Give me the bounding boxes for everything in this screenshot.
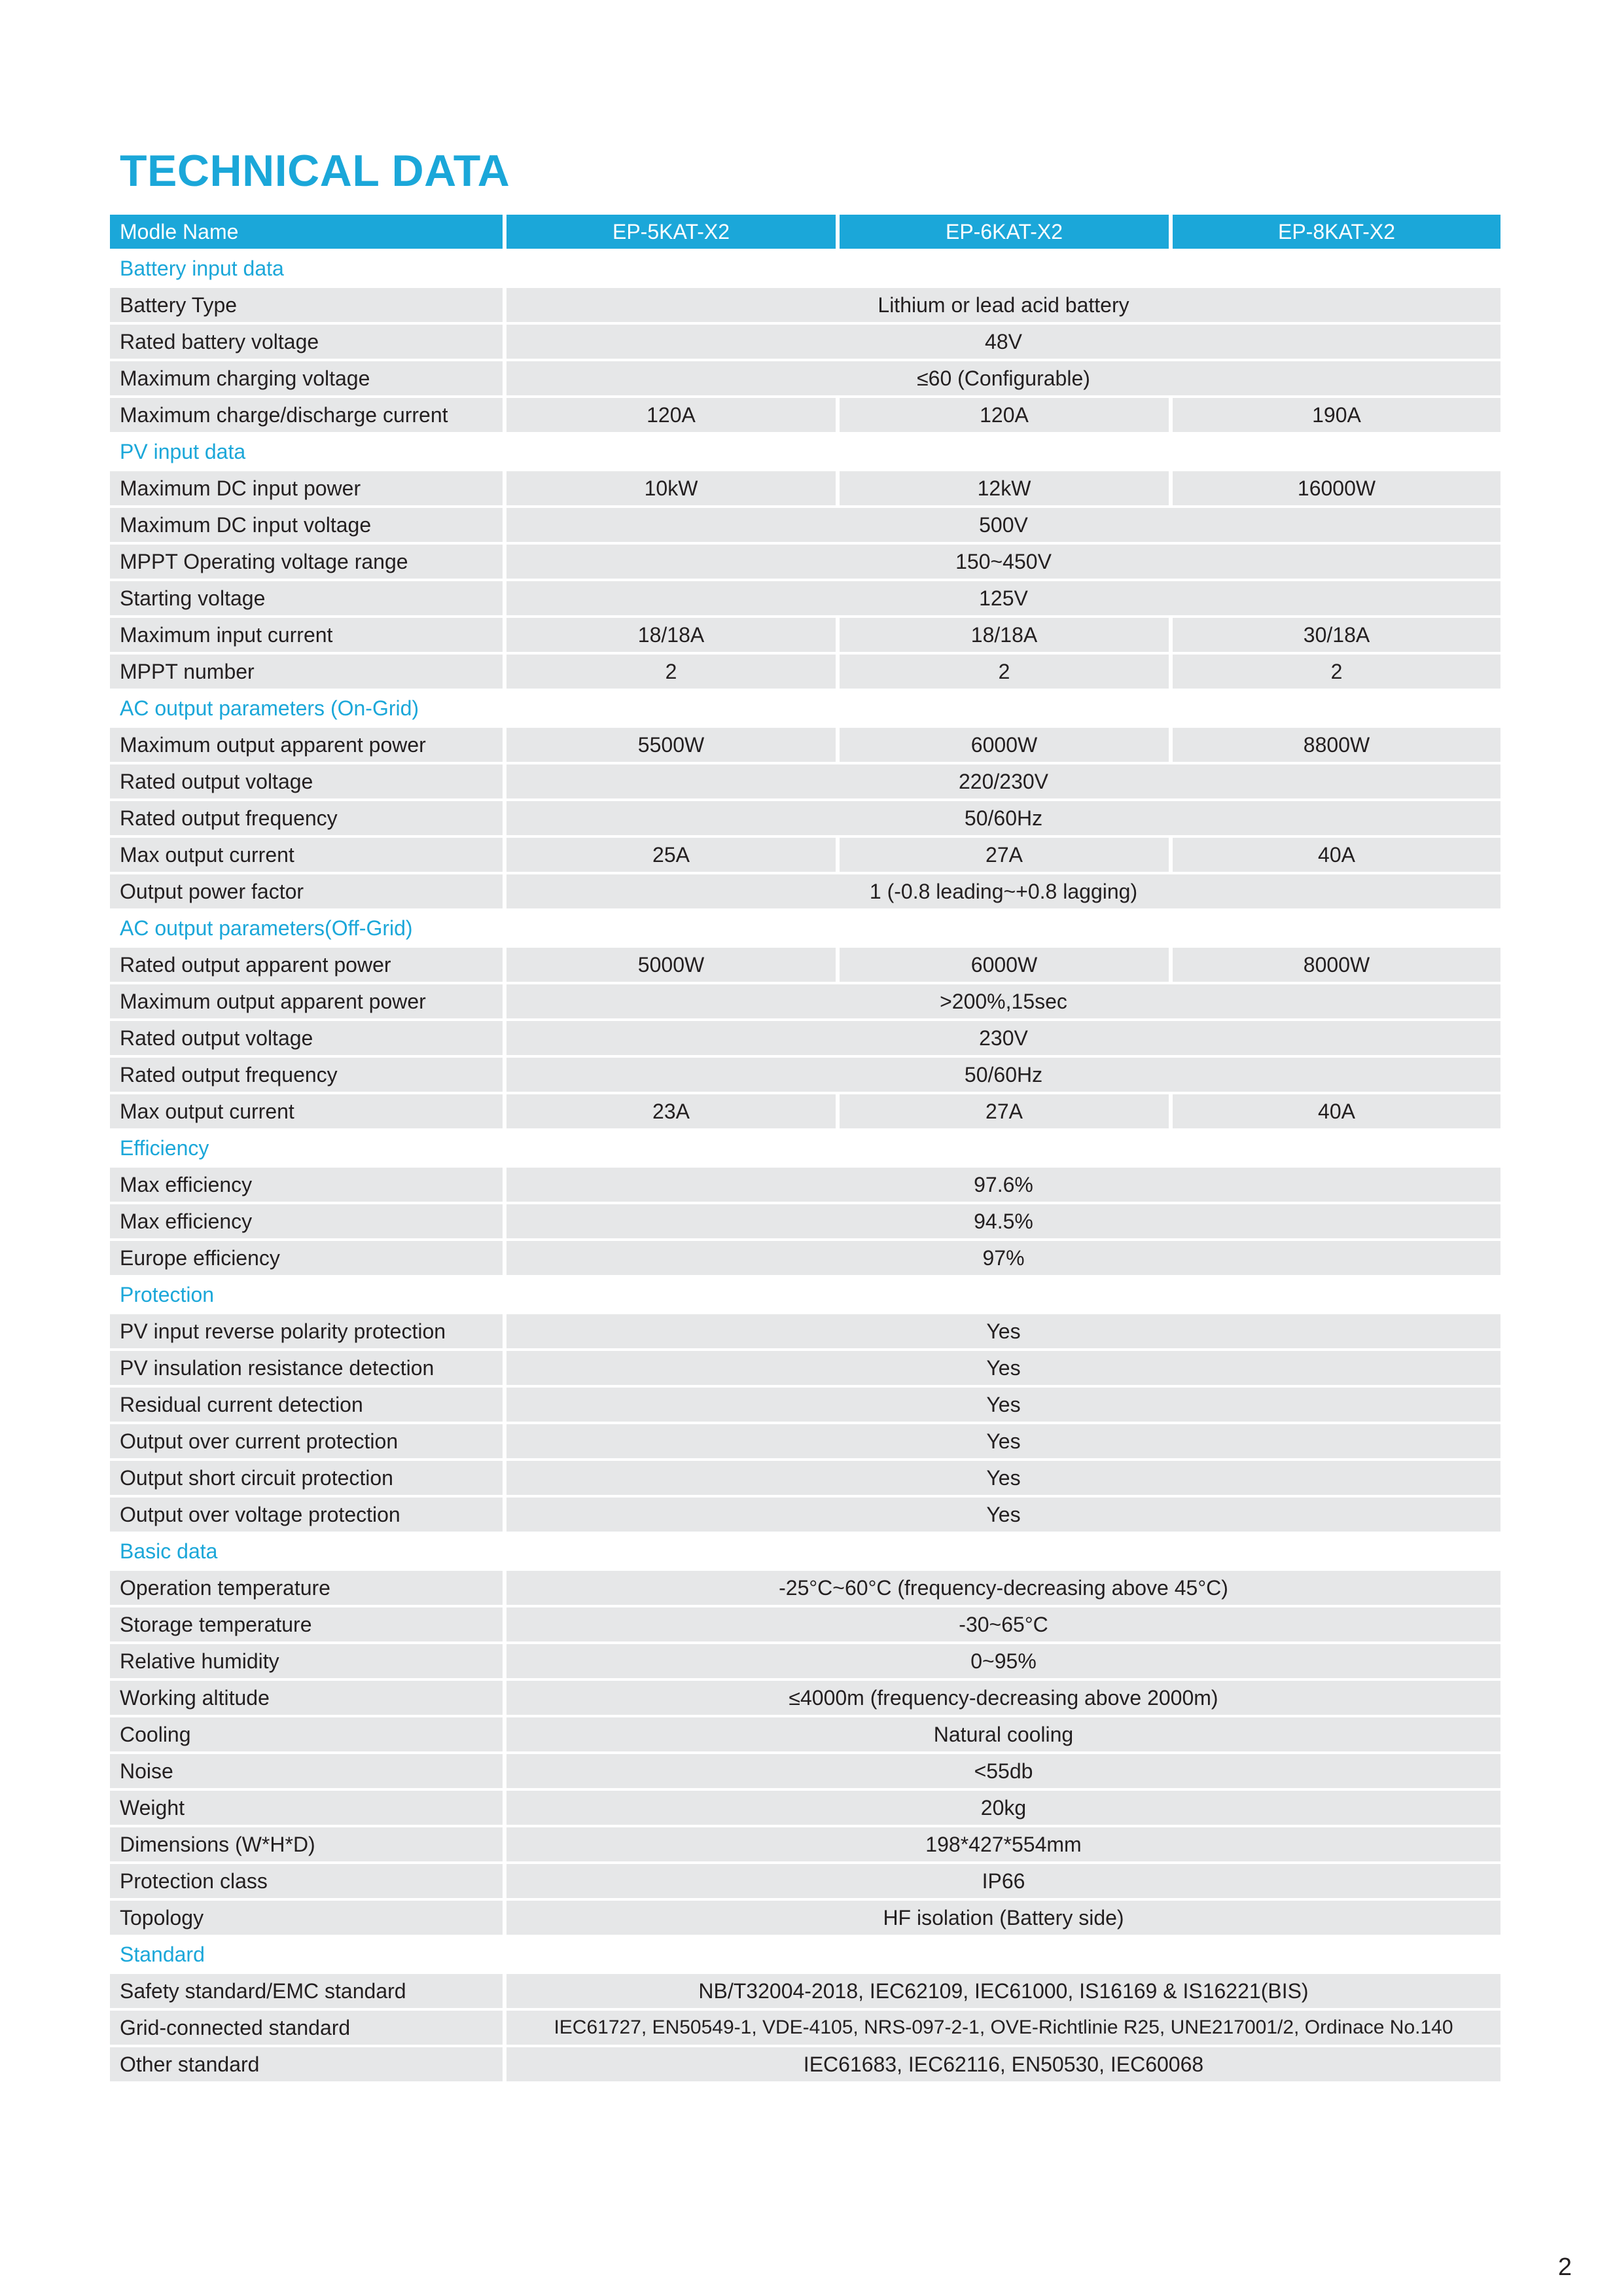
table-row — [110, 288, 1500, 322]
spec-value: 1 (-0.8 leading~+0.8 lagging) — [506, 874, 1500, 908]
spec-label: Maximum charge/discharge current — [110, 398, 503, 432]
table-row — [110, 508, 1500, 542]
spec-value: Yes — [506, 1314, 1500, 1348]
table-row — [110, 545, 1500, 579]
spec-label: MPPT number — [110, 655, 503, 689]
spec-value: -30~65°C — [506, 1607, 1500, 1641]
table-row — [110, 1607, 1500, 1641]
spec-value: 48V — [506, 325, 1500, 359]
table-row — [110, 1021, 1500, 1055]
spec-label: Battery Type — [110, 288, 503, 322]
spec-value: Yes — [506, 1424, 1500, 1458]
spec-label: Output short circuit protection — [110, 1461, 503, 1495]
table-row — [110, 655, 1500, 689]
spec-value: 30/18A — [1173, 618, 1500, 652]
spec-label: Europe efficiency — [110, 1241, 503, 1275]
table-row — [110, 2047, 1500, 2081]
spec-label: Noise — [110, 1754, 503, 1788]
spec-value: 8800W — [1173, 728, 1500, 762]
table-row — [110, 1241, 1500, 1275]
section-title: Protection — [120, 1282, 215, 1306]
table-row — [110, 1204, 1500, 1238]
spec-label: PV insulation resistance detection — [110, 1351, 503, 1385]
spec-value: 50/60Hz — [506, 801, 1500, 835]
table-row — [110, 361, 1500, 395]
spec-value: Lithium or lead acid battery — [506, 288, 1500, 322]
header-label: Modle Name — [110, 215, 503, 249]
spec-label: Max output current — [110, 838, 503, 872]
spec-label: Starting voltage — [110, 581, 503, 615]
table-row — [110, 581, 1500, 615]
spec-label: Protection class — [110, 1864, 503, 1898]
spec-label: Maximum input current — [110, 618, 503, 652]
spec-value: 40A — [1173, 1094, 1500, 1128]
spec-value: 10kW — [506, 471, 836, 505]
table-row — [110, 471, 1500, 505]
spec-value: 125V — [506, 581, 1500, 615]
technical-data-table — [110, 215, 1500, 2084]
spec-value: 150~450V — [506, 545, 1500, 579]
table-row — [110, 1314, 1500, 1348]
spec-value: Yes — [506, 1351, 1500, 1385]
spec-value: 0~95% — [506, 1644, 1500, 1678]
table-row — [110, 1058, 1500, 1092]
table-row — [110, 1901, 1500, 1935]
spec-value: 120A — [840, 398, 1169, 432]
section-title: AC output parameters(Off-Grid) — [120, 916, 413, 940]
spec-value: 190A — [1173, 398, 1500, 432]
table-row — [110, 874, 1500, 908]
spec-label: Weight — [110, 1791, 503, 1825]
table-row — [110, 801, 1500, 835]
spec-value: >200%,15sec — [506, 984, 1500, 1018]
spec-value: 220/230V — [506, 764, 1500, 798]
table-row — [110, 1644, 1500, 1678]
spec-label: Grid-connected standard — [110, 2011, 503, 2045]
model-name-header: EP-6KAT-X2 — [840, 215, 1169, 249]
table-row — [110, 1827, 1500, 1861]
spec-label: Rated output voltage — [110, 764, 503, 798]
spec-label: Maximum output apparent power — [110, 728, 503, 762]
spec-value: 6000W — [840, 948, 1169, 982]
spec-label: Max efficiency — [110, 1168, 503, 1202]
table-row — [110, 1168, 1500, 1202]
table-row — [110, 1571, 1500, 1605]
spec-value: 6000W — [840, 728, 1169, 762]
table-row — [110, 325, 1500, 359]
spec-label: Maximum output apparent power — [110, 984, 503, 1018]
spec-value: 5500W — [506, 728, 836, 762]
spec-label: Output over voltage protection — [110, 1498, 503, 1532]
spec-label: Output over current protection — [110, 1424, 503, 1458]
spec-value: HF isolation (Battery side) — [506, 1901, 1500, 1935]
model-name-header: EP-8KAT-X2 — [1173, 215, 1500, 249]
spec-value: 16000W — [1173, 471, 1500, 505]
table-row — [110, 1094, 1500, 1128]
spec-label: Operation temperature — [110, 1571, 503, 1605]
spec-value: 25A — [506, 838, 836, 872]
spec-label: Rated battery voltage — [110, 325, 503, 359]
spec-value: 50/60Hz — [506, 1058, 1500, 1092]
spec-label: Relative humidity — [110, 1644, 503, 1678]
spec-value: 198*427*554mm — [506, 1827, 1500, 1861]
spec-label: Max output current — [110, 1094, 503, 1128]
table-row — [110, 2011, 1500, 2045]
table-row — [110, 1864, 1500, 1898]
spec-value: 20kg — [506, 1791, 1500, 1825]
spec-value: Natural cooling — [506, 1717, 1500, 1751]
model-name-header: EP-5KAT-X2 — [506, 215, 836, 249]
spec-label: Maximum charging voltage — [110, 361, 503, 395]
spec-value: 2 — [506, 655, 836, 689]
spec-value: 18/18A — [506, 618, 836, 652]
table-row — [110, 1351, 1500, 1385]
page-number: 2 — [1557, 2253, 1572, 2281]
spec-label: Dimensions (W*H*D) — [110, 1827, 503, 1861]
section-title: AC output parameters (On-Grid) — [120, 696, 419, 720]
spec-value: 97.6% — [506, 1168, 1500, 1202]
spec-label: Working altitude — [110, 1681, 503, 1715]
spec-label: PV input reverse polarity protection — [110, 1314, 503, 1348]
table-row — [110, 984, 1500, 1018]
spec-label: Rated output voltage — [110, 1021, 503, 1055]
spec-value: 94.5% — [506, 1204, 1500, 1238]
table-row — [110, 1681, 1500, 1715]
spec-value: IP66 — [506, 1864, 1500, 1898]
table-row — [110, 1791, 1500, 1825]
table-row — [110, 1461, 1500, 1495]
spec-value: 5000W — [506, 948, 836, 982]
spec-value: 500V — [506, 508, 1500, 542]
spec-label: MPPT Operating voltage range — [110, 545, 503, 579]
table-row — [110, 728, 1500, 762]
section-title: Basic data — [120, 1539, 218, 1563]
page-title: TECHNICAL DATA — [120, 146, 510, 196]
spec-value: ≤4000m (frequency-decreasing above 2000m) — [506, 1681, 1500, 1715]
spec-value: 23A — [506, 1094, 836, 1128]
table-row — [110, 618, 1500, 652]
spec-value: Yes — [506, 1388, 1500, 1422]
spec-label: Residual current detection — [110, 1388, 503, 1422]
table-row — [110, 1754, 1500, 1788]
spec-label: Rated output frequency — [110, 801, 503, 835]
spec-value: 97% — [506, 1241, 1500, 1275]
spec-value: 8000W — [1173, 948, 1500, 982]
table-row — [110, 838, 1500, 872]
table-row — [110, 948, 1500, 982]
spec-value: 2 — [840, 655, 1169, 689]
spec-value: -25°C~60°C (frequency-decreasing above 45°C) — [506, 1571, 1500, 1605]
section-title: PV input data — [120, 439, 246, 463]
table-row — [110, 1974, 1500, 2008]
spec-label: Maximum DC input power — [110, 471, 503, 505]
spec-value: 27A — [840, 838, 1169, 872]
spec-value: 2 — [1173, 655, 1500, 689]
spec-label: Topology — [110, 1901, 503, 1935]
spec-label: Cooling — [110, 1717, 503, 1751]
spec-value: IEC61727, EN50549-1, VDE-4105, NRS-097-2-1, OVE-Richtlinie R25, UNE217001/2, Ordinace No.140 — [506, 2011, 1500, 2045]
spec-label: Other standard — [110, 2047, 503, 2081]
spec-label: Rated output apparent power — [110, 948, 503, 982]
table-row — [110, 1424, 1500, 1458]
spec-value: 27A — [840, 1094, 1169, 1128]
spec-label: Max efficiency — [110, 1204, 503, 1238]
spec-value: 230V — [506, 1021, 1500, 1055]
section-title: Battery input data — [120, 256, 284, 280]
spec-value: ≤60 (Configurable) — [506, 361, 1500, 395]
section-title: Efficiency — [120, 1136, 209, 1160]
spec-label: Output power factor — [110, 874, 503, 908]
spec-value: 12kW — [840, 471, 1169, 505]
spec-label: Rated output frequency — [110, 1058, 503, 1092]
table-row — [110, 1388, 1500, 1422]
spec-value: Yes — [506, 1498, 1500, 1532]
spec-value: NB/T32004-2018, IEC62109, IEC61000, IS16169 & IS16221(BIS) — [506, 1974, 1500, 2008]
spec-value: 40A — [1173, 838, 1500, 872]
section-title: Standard — [120, 1942, 205, 1966]
spec-value: <55db — [506, 1754, 1500, 1788]
spec-value: Yes — [506, 1461, 1500, 1495]
table-row — [110, 764, 1500, 798]
table-row — [110, 1498, 1500, 1532]
spec-value: 120A — [506, 398, 836, 432]
spec-value: IEC61683, IEC62116, EN50530, IEC60068 — [506, 2047, 1500, 2081]
spec-value: 18/18A — [840, 618, 1169, 652]
spec-label: Maximum DC input voltage — [110, 508, 503, 542]
spec-label: Safety standard/EMC standard — [110, 1974, 503, 2008]
table-header-row — [110, 215, 1500, 249]
spec-label: Storage temperature — [110, 1607, 503, 1641]
table-row — [110, 398, 1500, 432]
table-row — [110, 1717, 1500, 1751]
